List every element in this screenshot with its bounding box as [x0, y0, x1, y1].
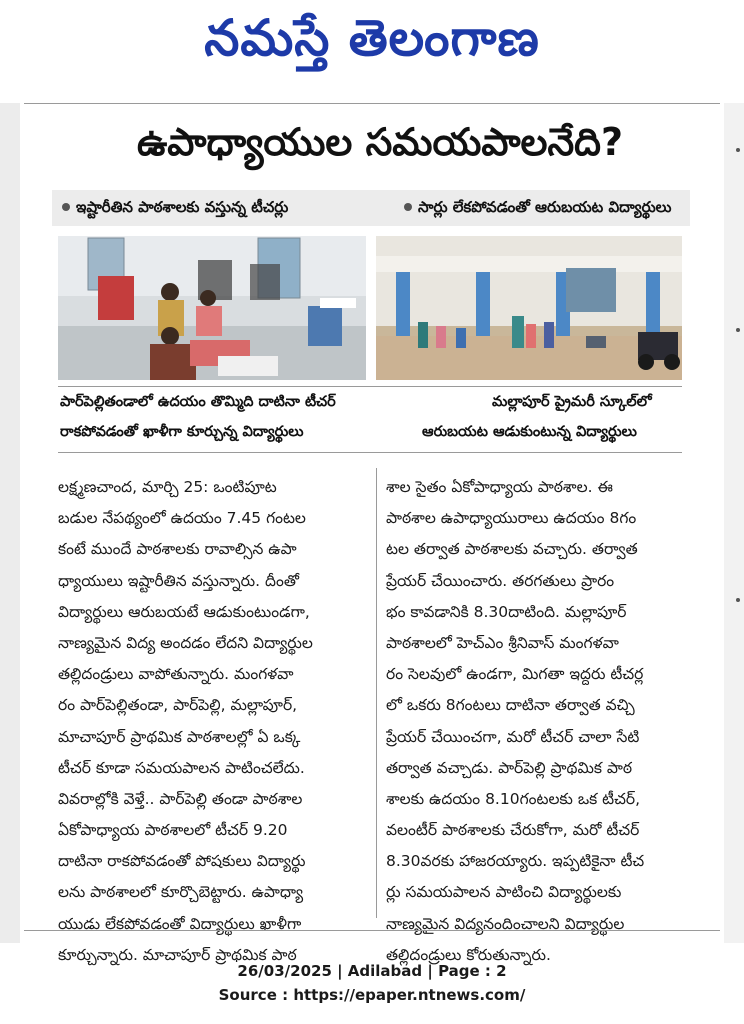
body-line: ధ్యాయులు ఇష్టారీతిన వస్తున్నారు. దీంతో [58, 571, 299, 590]
body-line: కంటే ముందే పాఠశాలకు రావాల్సిన ఉపా [58, 540, 297, 559]
body-line: 8.30వరకు హాజరయ్యారు. ఇప్పటికైనా టీచ [386, 852, 645, 871]
bottom-rule [24, 930, 720, 931]
photo-classroom [58, 236, 366, 380]
photo-outdoor [376, 236, 682, 380]
caption-right-line-1: మల్లాపూర్ ప్రైమరీ స్కూల్‌లో [492, 394, 652, 410]
body-line: తర్వాత వచ్చాడు. పార్‌పెల్లి ప్రాథమిక పాఠ [386, 758, 633, 777]
caption-left-line-2: రాకపోవడంతో ఖాళీగా కూర్చున్న విద్యార్థులు [60, 424, 304, 440]
masthead [0, 0, 744, 80]
body-line: వివరాల్లోకి వెళ్తే.. పార్‌పెల్లి తండా పాఠశాల [58, 789, 303, 808]
body-line: శాల సైతం ఏకోపాధ్యాయ పాఠశాల. ఈ [386, 478, 613, 496]
body-line: మాచాపూర్ ప్రాథమిక పాఠశాలల్లో ఏ ఒక్క [58, 727, 301, 746]
body-line: లో ఒకరు 8గంటలు దాటినా తర్వాత వచ్చి [386, 696, 635, 715]
body-line: టీచర్ కూడా సమయపాలన పాటించలేదు. [58, 758, 305, 777]
classroom-photo-image [58, 236, 366, 380]
subheadline-1: ఇష్టారీతిన పాఠశాలకు వస్తున్న టీచర్లు [76, 198, 289, 216]
body-line: రం సెలవులో ఉండగా, మిగతా ఇద్దరు టీచర్ల [386, 665, 644, 684]
body-line: రం పార్‌పెల్లితండా, పార్‌పెల్లి, మల్లాపూర్, [58, 696, 298, 715]
body-line: ఏకోపాధ్యాయ పాఠశాలలో టీచర్ 9.20 [58, 821, 288, 840]
body-line: నాణ్యమైన విద్య అందడం లేదని విద్యార్థుల [58, 633, 313, 652]
body-line: పాఠశాలలో హెచ్‌ఎం శ్రీనివాస్ మంగళవా [386, 633, 619, 652]
body-line: తల్లిదండ్రులు వాపోతున్నారు. మంగళవా [58, 665, 294, 684]
body-column-right [386, 472, 686, 971]
photo-rule [58, 386, 682, 387]
body-line: ర్లు సమయపాలన పాటించి విద్యార్థులకు [386, 883, 622, 902]
body-line: విద్యార్థులు ఆరుబయటే ఆడుకుంటుండగా, [58, 602, 310, 621]
body-line: యుడు లేకపోవడంతో విద్యార్థులు ఖాళీగా [58, 914, 302, 933]
body-line: టల తర్వాత పాఠశాలకు వచ్చారు. తర్వాత [386, 540, 638, 559]
caption-left-line-1: పార్‌పెల్లితండాలో ఉదయం తొమ్మిది దాటినా టీచర్ [60, 394, 336, 410]
body-line: ప్రేయర్ చేయించగా, మరో టీచర్ చాలా సేటి [386, 727, 640, 746]
left-margin-strip [0, 103, 20, 943]
footer-source: Source : https://epaper.ntnews.com/ [218, 986, 526, 1004]
body-line: కూర్చున్నారు. మాచాపూర్ ప్రాథమిక పాఠ [58, 945, 297, 964]
body-line: ప్రేయర్ చేయించారు. తరగతులు ప్రారం [386, 571, 615, 590]
body-line: శాలకు ఉదయం 8.10గంటలకు ఒక టీచర్, [386, 789, 641, 808]
body-line: దాటినా రాకపోవడంతో పోషకులు విద్యార్థు [58, 852, 306, 871]
footer-edition: 26/03/2025 | Adilabad | Page : 2 [237, 962, 507, 980]
top-rule [24, 103, 720, 104]
body-line: వలంటీర్ పాఠశాలకు చేరుకోగా, మరో టీచర్ [386, 821, 640, 840]
body-line: తల్లిదండ్రులు కోరుతున్నారు. [386, 945, 551, 964]
body-line: భం కావడానికి 8.30దాటింది. మల్లాపూర్ [386, 602, 627, 621]
subheadline-2: సార్లు లేకపోవడంతో ఆరుబయట విద్యార్థులు [418, 198, 672, 216]
bullet-icon [62, 203, 70, 211]
caption-right-line-2: ఆరుబయట ఆడుకుంటున్న విద్యార్థులు [422, 424, 637, 440]
body-column-left [58, 472, 370, 971]
outdoor-photo-image [376, 236, 682, 380]
right-margin-strip [724, 103, 744, 943]
body-line: లను పాఠశాలలో కూర్చొబెట్టారు. ఉపాధ్యా [58, 883, 304, 902]
column-divider [376, 468, 377, 918]
headline: ఉపాధ్యాయుల సమయపాలనేది? [136, 120, 624, 164]
body-line: లక్ష్మణచాంద, మార్చి 25: ఒంటిపూట [58, 478, 277, 496]
newspaper-title: నమస్తే తెలంగాణ [204, 8, 540, 67]
caption-rule [58, 452, 682, 453]
bullet-icon [404, 203, 412, 211]
body-line: పాఠశాల ఉపాధ్యాయురాలు ఉదయం 8గం [386, 509, 637, 528]
subheadline-bar [52, 190, 690, 226]
body-line: నాణ్యమైన విద్యనందించాలని విద్యార్థుల [386, 914, 625, 933]
body-line: బడుల నేపథ్యంలో ఉదయం 7.45 గంటల [58, 509, 306, 528]
